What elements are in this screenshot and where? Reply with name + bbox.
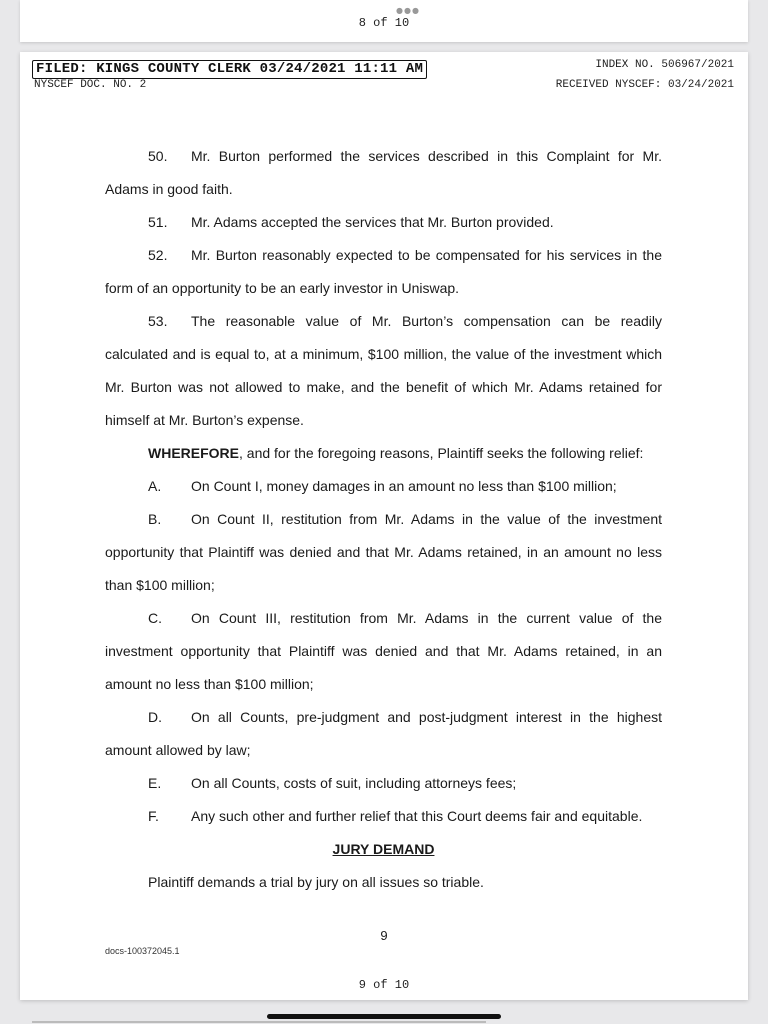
home-indicator[interactable]: [267, 1014, 501, 1019]
page-number: 9: [380, 928, 388, 943]
relief-item-d: D. On all Counts, pre-judgment and post-judgment interest in the highest amount allowed by law;: [105, 709, 662, 758]
jury-demand-text: Plaintiff demands a trial by jury on all issues so triable.: [148, 874, 484, 890]
previous-page-bottom: [20, 0, 748, 42]
relief-item-e: E. On all Counts, costs of suit, including attorneys fees;: [148, 775, 517, 791]
paragraph-53: 53. The reasonable value of Mr. Burton’s compensation can be readily calculated and is equal to, at a minimum, $100 million, the value of the investment which Mr. Burton was not allowed to make, and the benefit of which Mr. Adams retained for himself at Mr. Burton’s expense.: [105, 313, 662, 428]
jury-demand-heading: JURY DEMAND: [332, 841, 435, 857]
page-count: 9 of 10: [358, 978, 410, 992]
document-page: [20, 52, 748, 1000]
relief-item-b: B. On Count II, restitution from Mr. Adams in the value of the investment opportunity that Plaintiff was denied and that Mr. Adams retained, in an amount no less than $100 million;: [105, 511, 662, 593]
previous-page-count: 8 of 10: [358, 16, 410, 30]
next-page-edge: [32, 1021, 486, 1023]
relief-item-a: A. On Count I, money damages in an amount no less than $100 million;: [148, 478, 617, 494]
paragraph-52: 52. Mr. Burton reasonably expected to be compensated for his services in the form of an opportunity to be an early investor in Uniswap.: [105, 247, 662, 296]
drag-handle-icon[interactable]: ●●●: [396, 6, 420, 15]
relief-item-c: C. On Count III, restitution from Mr. Adams in the current value of the investment opportunity that Plaintiff was denied and that Mr. Adams retained, in an amount no less than $100 million;: [105, 610, 662, 692]
index-number: INDEX NO. 506967/2021: [595, 59, 734, 71]
nyscef-doc-number: NYSCEF DOC. NO. 2: [34, 79, 147, 91]
received-date: RECEIVED NYSCEF: 03/24/2021: [555, 79, 734, 91]
document-id: docs-100372045.1: [105, 946, 180, 956]
relief-item-f: F. Any such other and further relief that this Court deems fair and equitable.: [148, 808, 643, 824]
document-body: [105, 140, 662, 899]
paragraph-50: 50. Mr. Burton performed the services described in this Complaint for Mr. Adams in good faith.: [105, 148, 662, 197]
paragraph-51: 51. Mr. Adams accepted the services that Mr. Burton provided.: [148, 214, 554, 230]
filed-stamp: FILED: KINGS COUNTY CLERK 03/24/2021 11:11 AM: [32, 60, 427, 79]
wherefore-paragraph: WHEREFORE, and for the foregoing reasons, Plaintiff seeks the following relief:: [148, 445, 644, 461]
